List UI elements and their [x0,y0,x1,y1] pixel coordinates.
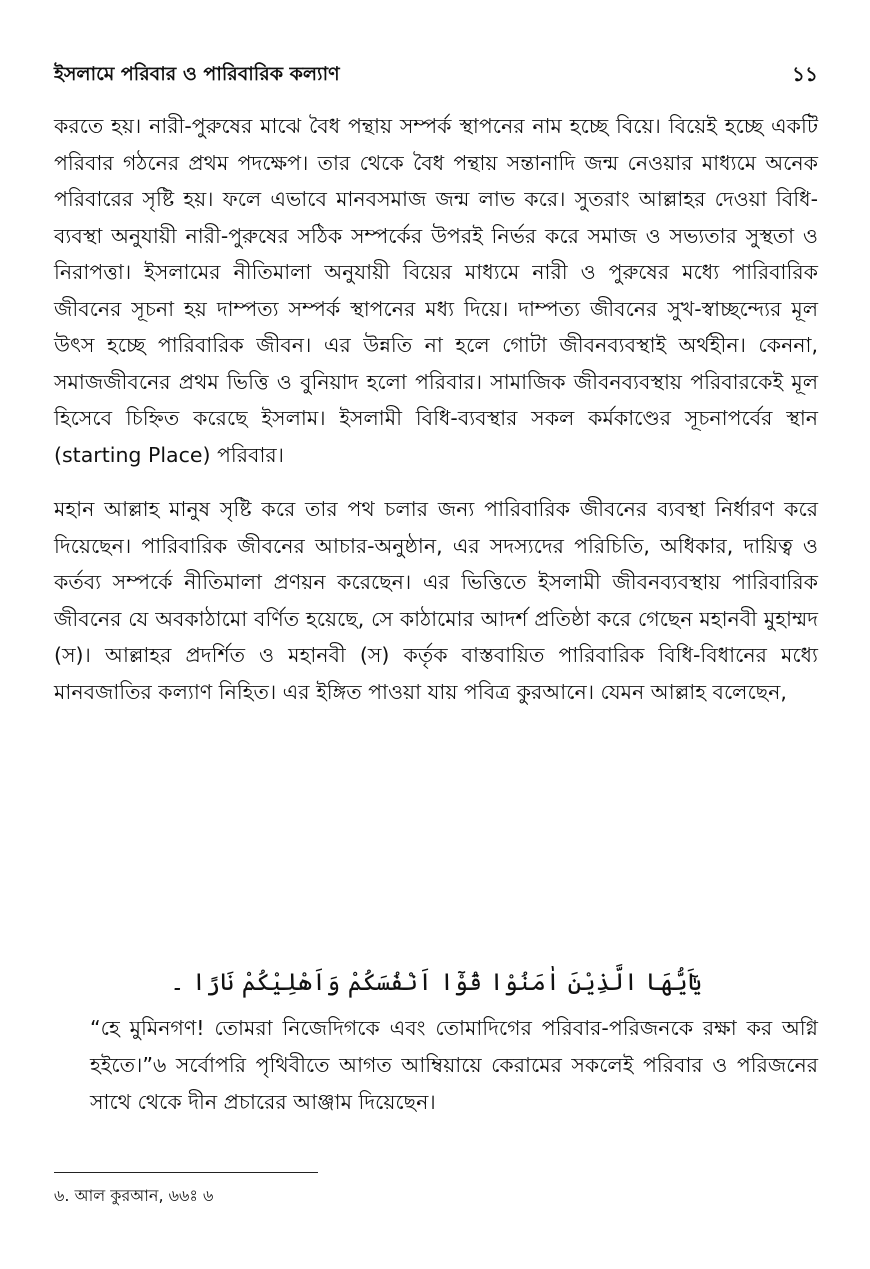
paragraph-2: মহান আল্লাহ মানুষ সৃষ্টি করে তার পথ চলার জন্য পারিবারিক জীবনের ব্যবস্থা নির্ধারণ করে দিয়েছেন। পারিবারিক জীবনের আচার-অনুষ্ঠান, এর সদস্যদের পরিচিতি, অধিকার, দায়িত্ব ও কর্তব্য সম্পর্কে নীতিমালা প্রণয়ন করেছেন। এর ভিত্তিতে ইসলামী জীবনব্যবস্থায় পারিবারিক জীবনের যে অবকাঠামো বর্ণিত হয়েছে, সে কাঠামোর আদর্শ প্রতিষ্ঠা করে গেছেন মহানবী মুহাম্মদ (স)। আল্লাহর প্রদর্শিত ও মহানবী (স) কর্তৃক বাস্তবায়িত পারিবারিক বিধি-বিধানের মধ্যে মানবজাতির কল্যাণ নিহিত। এর ইঙ্গিত পাওয়া যায় পবিত্র কুরআনে। যেমন আল্লাহ বলেছেন, [54,497,818,704]
body-text [54,108,818,710]
paragraph-1: করতে হয়। নারী-পুরুষের মাঝে বৈধ পন্থায় সম্পর্ক স্থাপনের নাম হচ্ছে বিয়ে। বিয়েই হচ্ছে একটি পরিবার গঠনের প্রথম পদক্ষেপ। তার থেকে বৈধ পন্থায় সন্তানাদি জন্ম নেওয়ার মাধ্যমে অনেক পরিবারের সৃষ্টি হয়। ফলে এভাবে মানবসমাজ জন্ম লাভ করে। সুতরাং আল্লাহর দেওয়া বিধি-ব্যবস্থা অনুযায়ী নারী-পুরুষের সঠিক সম্পর্কের উপরই নির্ভর করে সমাজ ও সভ্যতার সুস্থতা ও নিরাপত্তা। ইসলামের নীতিমালা অনুযায়ী বিয়ের মাধ্যমে নারী ও পুরুষের মধ্যে পারিবারিক জীবনের সূচনা হয় দাম্পত্য সম্পর্ক স্থাপনের মধ্য দিয়ে। দাম্পত্য জীবনের সুখ-স্বাচ্ছন্দ্যের মূল উৎস হচ্ছে পারিবারিক জীবন। এর উন্নতি না হলে গোটা জীবনব্যবস্থাই অর্থহীন। কেননা, সমাজজীবনের প্রথম ভিত্তি ও বুনিয়াদ হলো পরিবার। সামাজিক জীবনব্যবস্থায় পরিবারকেই মূল হিসেবে চিহ্নিত করেছে ইসলাম। ইসলামী বিধি-ব্যবস্থার সকল কর্মকাণ্ডের সূচনাপর্বের স্থান (starting Place) পরিবার। [54,114,819,467]
footnote-divider [54,1172,318,1173]
page-number: ১১ [792,62,818,86]
footnote: ৬. আল কুরআন, ৬৬ঃ ৬ [54,1186,214,1205]
running-header [54,60,818,94]
running-title: ইসলামে পরিবার ও পারিবারিক কল্যাণ [54,63,340,85]
verse-translation-text: “হে মুমিনগণ! তোমরা নিজেদিগকে এবং তোমাদিগের পরিবার-পরিজনকে রক্ষা কর অগ্নি হইতে।”৬ সর্বোপরি পৃথিবীতে আগত আম্বিয়ায়ে কেরামের সকলেই পরিবার ও পরিজনের সাথে থেকে দীন প্রচারের আঞ্জাম দিয়েছেন। [90,1016,818,1114]
arabic-verse: يٰٓاَيُّهَا الَّذِيْنَ اٰمَنُوْا قُوْٓا اَنْفُسَكُمْ وَاَهْلِيْكُمْ نَارًا ۔ [170,968,702,996]
verse-translation-block [54,1010,818,1121]
